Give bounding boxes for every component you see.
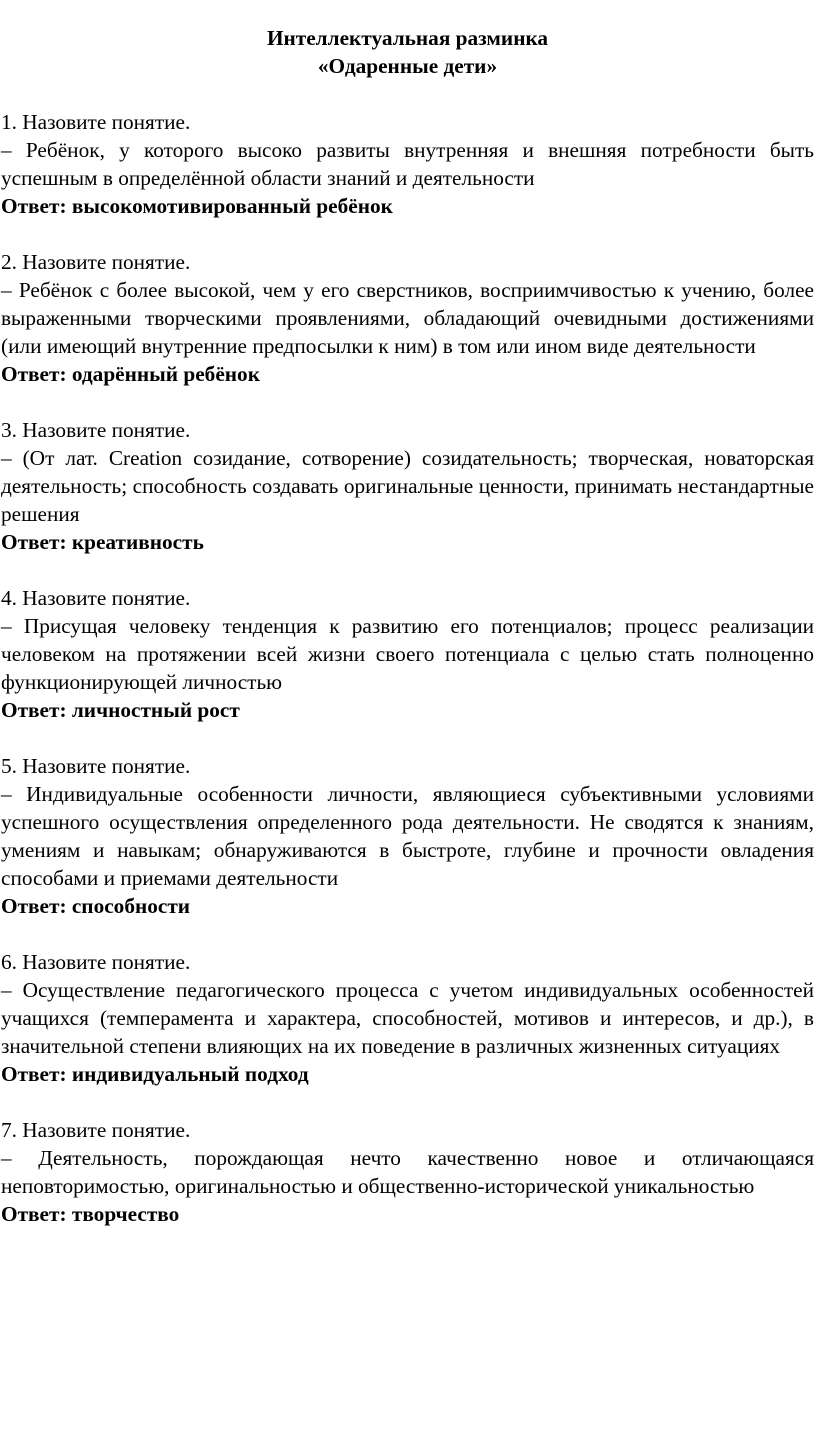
question-5 [1,752,814,920]
question-answer: Ответ: личностный рост [1,698,240,722]
question-answer: Ответ: способности [1,894,191,918]
question-answer: Ответ: творчество [1,1202,180,1226]
spacer [1,220,814,248]
spacer [1,724,814,752]
question-heading: 7. Назовите понятие. [1,1118,191,1142]
spacer [1,388,814,416]
title-line-2: «Одаренные дети» [317,54,498,78]
question-definition: – Ребёнок с более высокой, чем у его сверстников, восприимчивостью к учению, более выраженными творческими проявлениями, обладающий очевидными достижениями (или имеющий внутренние предпосылки к ним) в том или ином виде деятельности [1,278,814,358]
spacer [1,920,814,948]
question-answer: Ответ: креативность [1,530,204,554]
spacer [1,80,814,108]
spacer [1,556,814,584]
question-definition: – Индивидуальные особенности личности, являющиеся субъективными условиями успешного осуществления определенного рода деятельности. Не сводятся к знаниям, умениям и навыкам; обнаруживаются в быстроте, глубине и прочности овладения способами и приемами деятельности [1,782,814,890]
question-3 [1,416,814,556]
question-1 [1,108,814,220]
question-heading: 2. Назовите понятие. [1,250,191,274]
question-heading: 5. Назовите понятие. [1,754,191,778]
spacer [1,1088,814,1116]
question-heading: 4. Назовите понятие. [1,586,191,610]
question-4 [1,584,814,724]
question-heading: 1. Назовите понятие. [1,110,191,134]
question-6 [1,948,814,1088]
question-heading: 3. Назовите понятие. [1,418,191,442]
question-heading: 6. Назовите понятие. [1,950,191,974]
question-answer: Ответ: индивидуальный подход [1,1062,309,1086]
question-7 [1,1116,814,1228]
question-definition: – Деятельность, порождающая нечто качественно новое и отличающаяся неповторимостью, оригинальностью и общественно-исторической уникальностью [1,1146,814,1198]
document-title [1,24,814,80]
document-page [0,24,816,1228]
title-line-1: Интеллектуальная разминка [266,26,549,50]
question-answer: Ответ: одарённый ребёнок [1,362,260,386]
question-2 [1,248,814,388]
question-definition: – Ребёнок, у которого высоко развиты внутренняя и внешняя потребности быть успешным в определённой области знаний и деятельности [1,138,814,190]
question-definition: – Осуществление педагогического процесса с учетом индивидуальных особенностей учащихся (темперамента и характера, способностей, мотивов и интересов, и др.), в значительной степени влияющих на их поведение в различных жизненных ситуациях [1,978,814,1058]
question-definition: – Присущая человеку тенденция к развитию его потенциалов; процесс реализации человеком на протяжении всей жизни своего потенциала с целью стать полноценно функционирующей личностью [1,614,814,694]
question-definition: – (От лат. Creation созидание, сотворение) созидательность; творческая, новаторская деятельность; способность создавать оригинальные ценности, принимать нестандартные решения [1,446,814,526]
question-answer: Ответ: высокомотивированный ребёнок [1,194,393,218]
